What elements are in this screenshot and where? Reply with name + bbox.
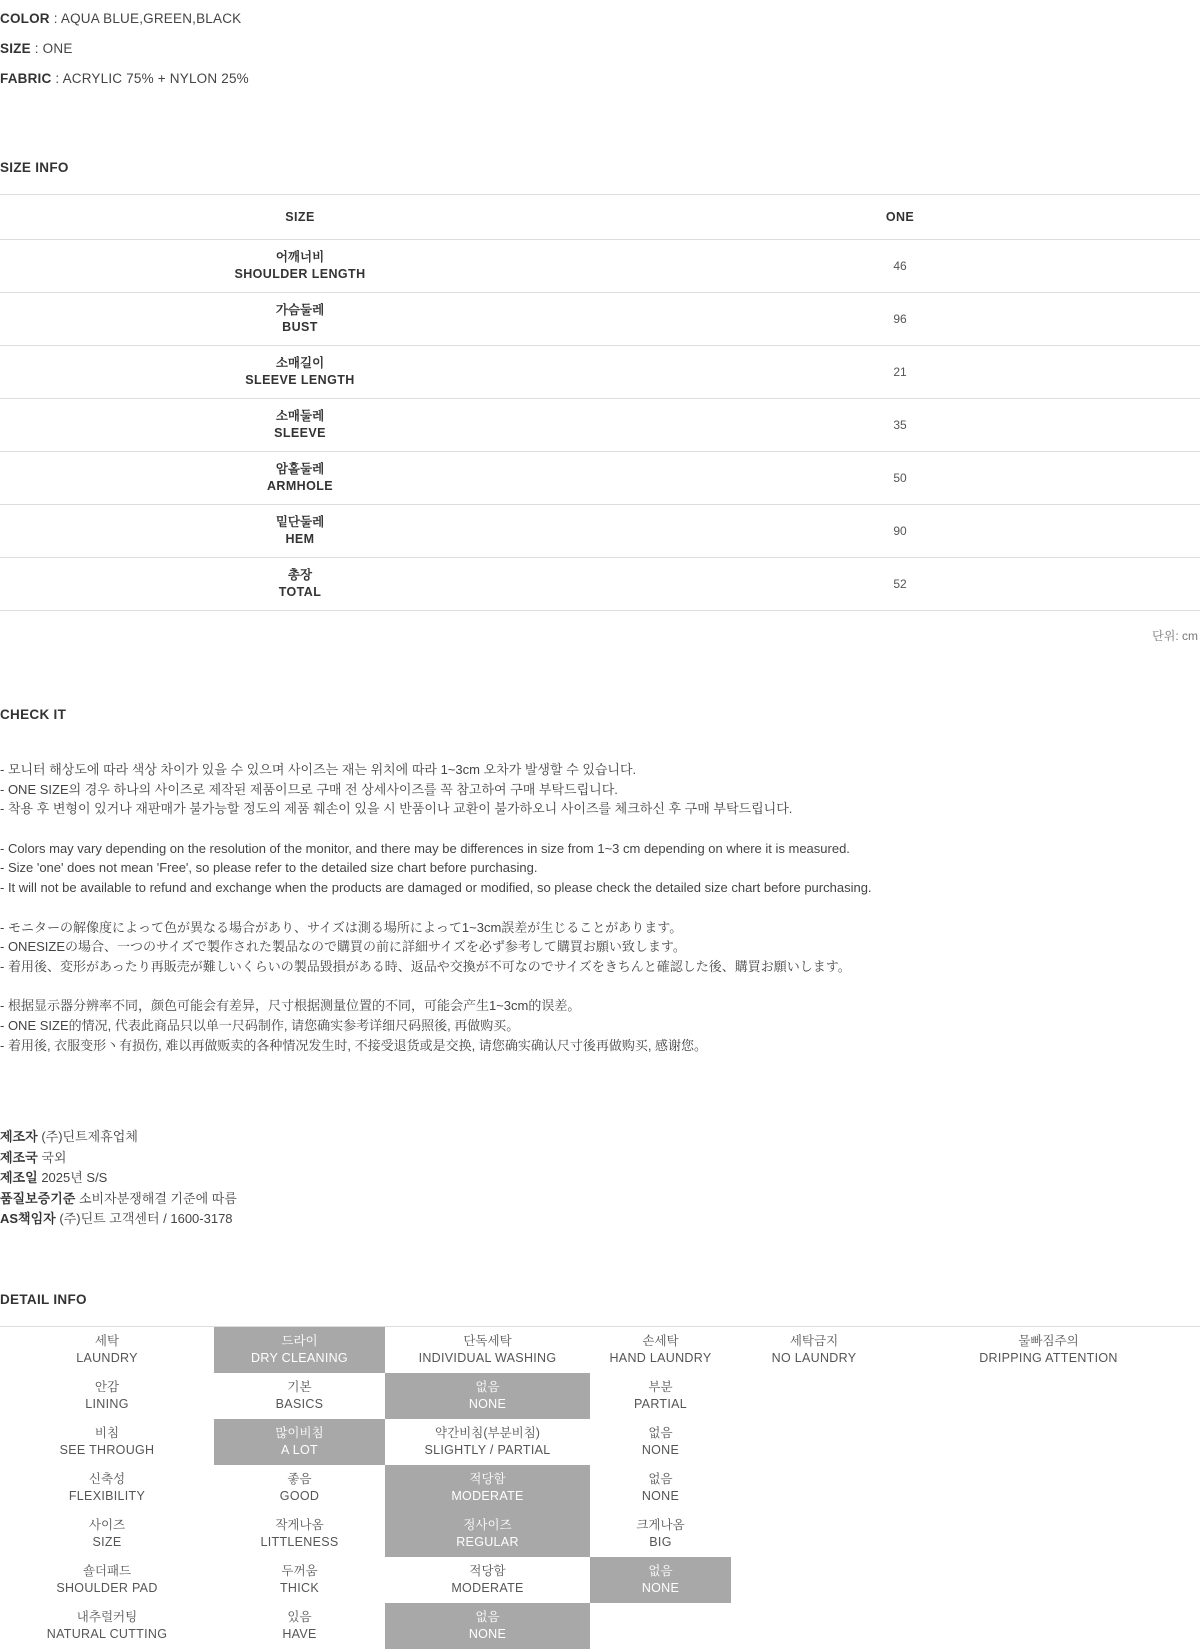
detail-cell-en: NONE [468, 1626, 507, 1641]
detail-cell-kr: 크게나옴 [636, 1517, 685, 1532]
spec-color-value: AQUA BLUE,GREEN,BLACK [60, 11, 242, 26]
detail-cell-kr: 없음 [475, 1609, 500, 1624]
measure-value-shoulder: 46 [600, 240, 1200, 293]
manufacture-date-line [0, 1168, 1200, 1189]
warranty-value: 소비자분쟁해결 기준에 따름 [78, 1190, 237, 1206]
notice-en-2: - Size 'one' does not mean 'Free', so please refer to the detailed size chart before purchasing. [0, 860, 538, 876]
detail-option-lining-partial[interactable] [590, 1373, 731, 1419]
spacer [0, 976, 1200, 996]
detail-cell-empty [590, 1603, 731, 1649]
detail-cell-empty [897, 1557, 1200, 1603]
detail-cell-en: NATURAL CUTTING [46, 1626, 168, 1641]
measure-label-sleeve-length [0, 346, 600, 399]
measure-label-hem [0, 505, 600, 558]
notice-en-3: - It will not be available to refund and exchange when the products are damaged or modified, so please check the detailed size chart before purchasing. [0, 879, 872, 895]
detail-row-size [0, 1511, 1200, 1557]
detail-cell-kr: 두꺼움 [281, 1563, 318, 1578]
detail-cell-kr: 사이즈 [88, 1517, 126, 1532]
detail-cell-en: REGULAR [456, 1534, 519, 1549]
as-contact-key: AS책임자 [0, 1211, 56, 1227]
detail-row-see-through [0, 1419, 1200, 1465]
detail-cell-kr: 비침 [94, 1425, 120, 1440]
check-it-title: CHECK IT [0, 707, 67, 722]
measure-label-kr: 암홀둘레 [275, 462, 325, 476]
detail-cell-empty [731, 1465, 897, 1511]
detail-cell-empty [731, 1603, 897, 1649]
table-row [0, 346, 1200, 399]
detail-cell-kr: 약간비침(부분비침) [435, 1425, 540, 1440]
table-row [0, 240, 1200, 293]
detail-cell-en: SHOULDER PAD [56, 1580, 158, 1595]
measure-label-en: SHOULDER LENGTH [234, 267, 366, 281]
manufacture-info [0, 1127, 1200, 1230]
notice-zh-3: - 着用後, 衣服变形丶有损伤, 难以再做贩卖的各种情况发生时, 不接受退货或是交换, 请您确实确认尺寸後再做购买, 感谢您。 [0, 1037, 708, 1053]
notice-ja-2: - ONESIZEの場合、一つのサイズで製作された製品なので購買の前に詳細サイズを必ず参考して購買お願い致します。 [0, 939, 686, 955]
country-value: 국외 [41, 1149, 67, 1165]
detail-cell-en: NONE [468, 1396, 507, 1411]
table-row [0, 399, 1200, 452]
detail-cell-en: THICK [280, 1580, 319, 1595]
as-contact-line [0, 1209, 1200, 1230]
detail-cell-kr: 드라이 [281, 1333, 318, 1348]
detail-label-flexibility [0, 1465, 214, 1511]
detail-option-pad-moderate[interactable] [385, 1557, 590, 1603]
measure-label-en: TOTAL [278, 585, 322, 599]
size-unit-note: 단위: cm [1152, 629, 1198, 643]
detail-cell-kr: 단독세탁 [463, 1333, 512, 1348]
detail-cell-en: HAND LAUNDRY [609, 1350, 712, 1365]
detail-cell-kr: 세탁 [94, 1333, 120, 1348]
measure-label-kr: 소매길이 [275, 356, 325, 370]
detail-cell-kr: 내추럴커팅 [76, 1609, 138, 1624]
detail-cell-empty [897, 1603, 1200, 1649]
spec-fabric [0, 64, 1200, 94]
detail-option-dripping-attention[interactable] [897, 1326, 1200, 1373]
detail-option-size-big[interactable] [590, 1511, 731, 1557]
detail-cell-kr: 많이비침 [275, 1425, 324, 1440]
detail-cell-en: GOOD [279, 1488, 320, 1503]
detail-cell-en: NONE [641, 1580, 680, 1595]
detail-option-lining-none[interactable] [385, 1373, 590, 1419]
notice-zh-1: - 根据显示器分辨率不同，颜色可能会有差异，尺寸根据测量位置的不同，可能会产生1~3cm的误差。 [0, 998, 581, 1014]
detail-cell-en: A LOT [281, 1442, 318, 1457]
table-row [0, 505, 1200, 558]
measure-label-kr: 밑단둘레 [275, 515, 325, 529]
measure-label-kr: 가슴둘레 [275, 303, 325, 317]
manufacture-date-key: 제조일 [0, 1170, 38, 1186]
detail-option-individual-washing[interactable] [385, 1326, 590, 1373]
table-row [0, 452, 1200, 505]
detail-cell-en: HAVE [282, 1626, 317, 1641]
notice-zh-2: - ONE SIZE的情况, 代表此商品只以单一尺码制作, 请您确实参考详细尺码照後, 再做购买。 [0, 1017, 520, 1033]
product-spec-block [0, 0, 1200, 94]
detail-cell-kr: 있음 [287, 1609, 312, 1624]
detail-cell-kr: 신축성 [88, 1471, 126, 1486]
detail-cell-en: DRIPPING ATTENTION [979, 1350, 1118, 1365]
measure-value-sleeve: 35 [600, 399, 1200, 452]
check-it-notices [0, 760, 1200, 1055]
detail-option-dry-cleaning[interactable] [214, 1326, 385, 1373]
detail-row-laundry [0, 1326, 1200, 1373]
detail-cell-empty [731, 1419, 897, 1465]
detail-option-flexibility-none[interactable] [590, 1465, 731, 1511]
manufacture-date-value: 2025년 S/S [41, 1170, 108, 1186]
detail-cell-en: MODERATE [451, 1580, 524, 1595]
detail-label-size [0, 1511, 214, 1557]
notice-ja-3: - 着用後、変形があったり再販売が難しいくらいの製品毀損がある時、返品や交換が不可なのでサイズをきちんと確認した後、購買お願いします。 [0, 958, 851, 974]
table-row [0, 558, 1200, 611]
detail-cell-empty [731, 1557, 897, 1603]
detail-cell-en: SLIGHTLY / PARTIAL [424, 1442, 551, 1457]
measure-label-kr: 어깨너비 [275, 250, 325, 264]
measure-label-en: SLEEVE [274, 426, 326, 440]
notice-ko-3: - 착용 후 변형이 있거나 재판매가 불가능할 정도의 제품 훼손이 있을 시 반품이나 교환이 불가하오니 사이즈를 체크하신 후 구매 부탁드립니다. [0, 801, 793, 817]
detail-option-flexibility-good[interactable] [214, 1465, 385, 1511]
detail-cell-empty [897, 1465, 1200, 1511]
manufacturer-line [0, 1127, 1200, 1148]
detail-cell-en: SEE THROUGH [59, 1442, 155, 1457]
detail-option-lining-basics[interactable] [214, 1373, 385, 1419]
detail-option-pad-thick[interactable] [214, 1557, 385, 1603]
detail-cell-en: SIZE [92, 1534, 122, 1549]
detail-row-natural-cutting [0, 1603, 1200, 1649]
detail-cell-kr: 손세탁 [642, 1333, 679, 1348]
measure-label-total [0, 558, 600, 611]
spec-fabric-value: ACRYLIC 75% + NYLON 25% [62, 71, 249, 86]
detail-option-no-laundry[interactable] [731, 1326, 897, 1373]
detail-cell-kr: 없음 [475, 1379, 500, 1394]
detail-cell-en: BASICS [275, 1396, 324, 1411]
detail-cell-kr: 없음 [648, 1471, 673, 1486]
detail-option-size-regular[interactable] [385, 1511, 590, 1557]
measure-label-sleeve [0, 399, 600, 452]
detail-cell-en: MODERATE [451, 1488, 524, 1503]
detail-cell-kr: 없음 [648, 1563, 673, 1578]
detail-cell-kr: 부분 [648, 1379, 673, 1394]
detail-cell-kr: 적당함 [469, 1471, 506, 1486]
detail-cell-en: BIG [649, 1534, 672, 1549]
detail-info-title: DETAIL INFO [0, 1291, 87, 1307]
table-row [0, 293, 1200, 346]
detail-cell-kr: 작게나옴 [275, 1517, 324, 1532]
measure-label-en: HEM [285, 532, 315, 546]
detail-option-hand-laundry[interactable] [590, 1326, 731, 1373]
spec-size-sep: : [30, 41, 43, 56]
as-contact-value: (주)딘트 고객센터 / 1600-3178 [59, 1211, 233, 1227]
manufacturer-value: (주)딘트제휴업체 [41, 1129, 138, 1145]
detail-row-lining [0, 1373, 1200, 1419]
measure-value-sleeve-length: 21 [600, 346, 1200, 399]
detail-cell-kr: 정사이즈 [463, 1517, 512, 1532]
notice-ko-1: - 모니터 해상도에 따라 색상 차이가 있을 수 있으며 사이즈는 재는 위치에 따라 1~3cm 오차가 발생할 수 있습니다. [0, 762, 637, 777]
warranty-key: 품질보증기준 [0, 1190, 76, 1206]
detail-option-size-littleness[interactable] [214, 1511, 385, 1557]
detail-cell-kr: 기본 [287, 1379, 312, 1394]
detail-cell-en: FLEXIBILITY [68, 1488, 146, 1503]
detail-cell-empty [897, 1419, 1200, 1465]
detail-cell-kr: 좋음 [287, 1471, 312, 1486]
measure-label-bust [0, 293, 600, 346]
detail-option-pad-none[interactable] [590, 1557, 731, 1603]
country-line [0, 1148, 1200, 1169]
country-key: 제조국 [0, 1149, 38, 1165]
detail-label-shoulder-pad [0, 1557, 214, 1603]
detail-cell-empty [731, 1511, 897, 1557]
size-header-value: ONE [600, 195, 1200, 240]
detail-label-laundry [0, 1326, 214, 1373]
detail-cell-en: PARTIAL [633, 1396, 688, 1411]
table-header-row [0, 195, 1200, 240]
measure-label-en: SLEEVE LENGTH [245, 373, 355, 387]
measure-label-shoulder [0, 240, 600, 293]
manufacturer-key: 제조자 [0, 1129, 38, 1145]
size-info-title: SIZE INFO [0, 160, 69, 175]
spec-color-sep: : [49, 11, 61, 26]
detail-cell-empty [897, 1511, 1200, 1557]
detail-label-natural-cutting [0, 1603, 214, 1649]
detail-cell-kr: 세탁금지 [789, 1333, 839, 1348]
spec-size-key: SIZE [0, 41, 31, 56]
detail-option-see-through-a-lot[interactable] [214, 1419, 385, 1465]
detail-cell-kr: 없음 [648, 1425, 673, 1440]
measure-value-hem: 90 [600, 505, 1200, 558]
detail-cell-kr: 적당함 [469, 1563, 506, 1578]
detail-cell-en: NONE [641, 1488, 680, 1503]
detail-cell-en: LITTLENESS [260, 1534, 339, 1549]
detail-cell-en: LAUNDRY [76, 1350, 138, 1365]
detail-option-flexibility-moderate[interactable] [385, 1465, 590, 1511]
spacer [0, 898, 1200, 918]
measure-label-en: ARMHOLE [267, 479, 333, 493]
measure-label-en: BUST [282, 320, 318, 334]
measure-label-armhole [0, 452, 600, 505]
detail-option-see-through-none[interactable] [590, 1419, 731, 1465]
spec-fabric-sep: : [51, 71, 63, 86]
detail-cell-en: NO LAUNDRY [771, 1350, 857, 1365]
warranty-line [0, 1189, 1200, 1210]
detail-cell-empty [731, 1373, 897, 1419]
measure-value-armhole: 50 [600, 452, 1200, 505]
spec-size-value: ONE [42, 41, 73, 56]
detail-row-shoulder-pad [0, 1557, 1200, 1603]
detail-cell-kr: 안감 [94, 1379, 120, 1394]
spacer [0, 819, 1200, 839]
detail-cell-kr: 물빠짐주의 [1018, 1333, 1079, 1348]
measure-label-kr: 소매둘레 [275, 409, 325, 423]
notice-en-1: - Colors may vary depending on the resolution of the monitor, and there may be differences in size from 1~3 cm depending on where it is measured. [0, 840, 850, 856]
detail-option-cutting-none[interactable] [385, 1603, 590, 1649]
measure-value-bust: 96 [600, 293, 1200, 346]
size-info-table [0, 194, 1200, 611]
detail-cell-empty [897, 1373, 1200, 1419]
detail-cell-en: LINING [85, 1396, 129, 1411]
spec-size [0, 34, 1200, 64]
detail-label-see-through [0, 1419, 214, 1465]
detail-cell-en: INDIVIDUAL WASHING [418, 1350, 557, 1365]
measure-label-kr: 총장 [287, 568, 313, 582]
spec-fabric-key: FABRIC [0, 71, 52, 86]
detail-label-lining [0, 1373, 214, 1419]
detail-option-see-through-slightly[interactable] [385, 1419, 590, 1465]
detail-cell-en: NONE [641, 1442, 680, 1457]
detail-row-flexibility [0, 1465, 1200, 1511]
detail-option-cutting-have[interactable] [214, 1603, 385, 1649]
spec-color-key: COLOR [0, 11, 50, 26]
notice-ja-1: - モニターの解像度によって色が異なる場合があり、サイズは測る場所によって1~3cm誤差が生じることがあります。 [0, 919, 683, 935]
notice-ko-2: - ONE SIZE의 경우 하나의 사이즈로 제작된 제품이므로 구매 전 상세사이즈를 꼭 참고하여 구매 부탁드립니다. [0, 781, 618, 797]
detail-cell-kr: 숄더패드 [82, 1563, 132, 1578]
size-header-label: SIZE [0, 195, 600, 240]
spec-color [0, 4, 1200, 34]
measure-value-total: 52 [600, 558, 1200, 611]
detail-cell-en: DRY CLEANING [251, 1350, 348, 1365]
detail-info-table [0, 1326, 1200, 1649]
